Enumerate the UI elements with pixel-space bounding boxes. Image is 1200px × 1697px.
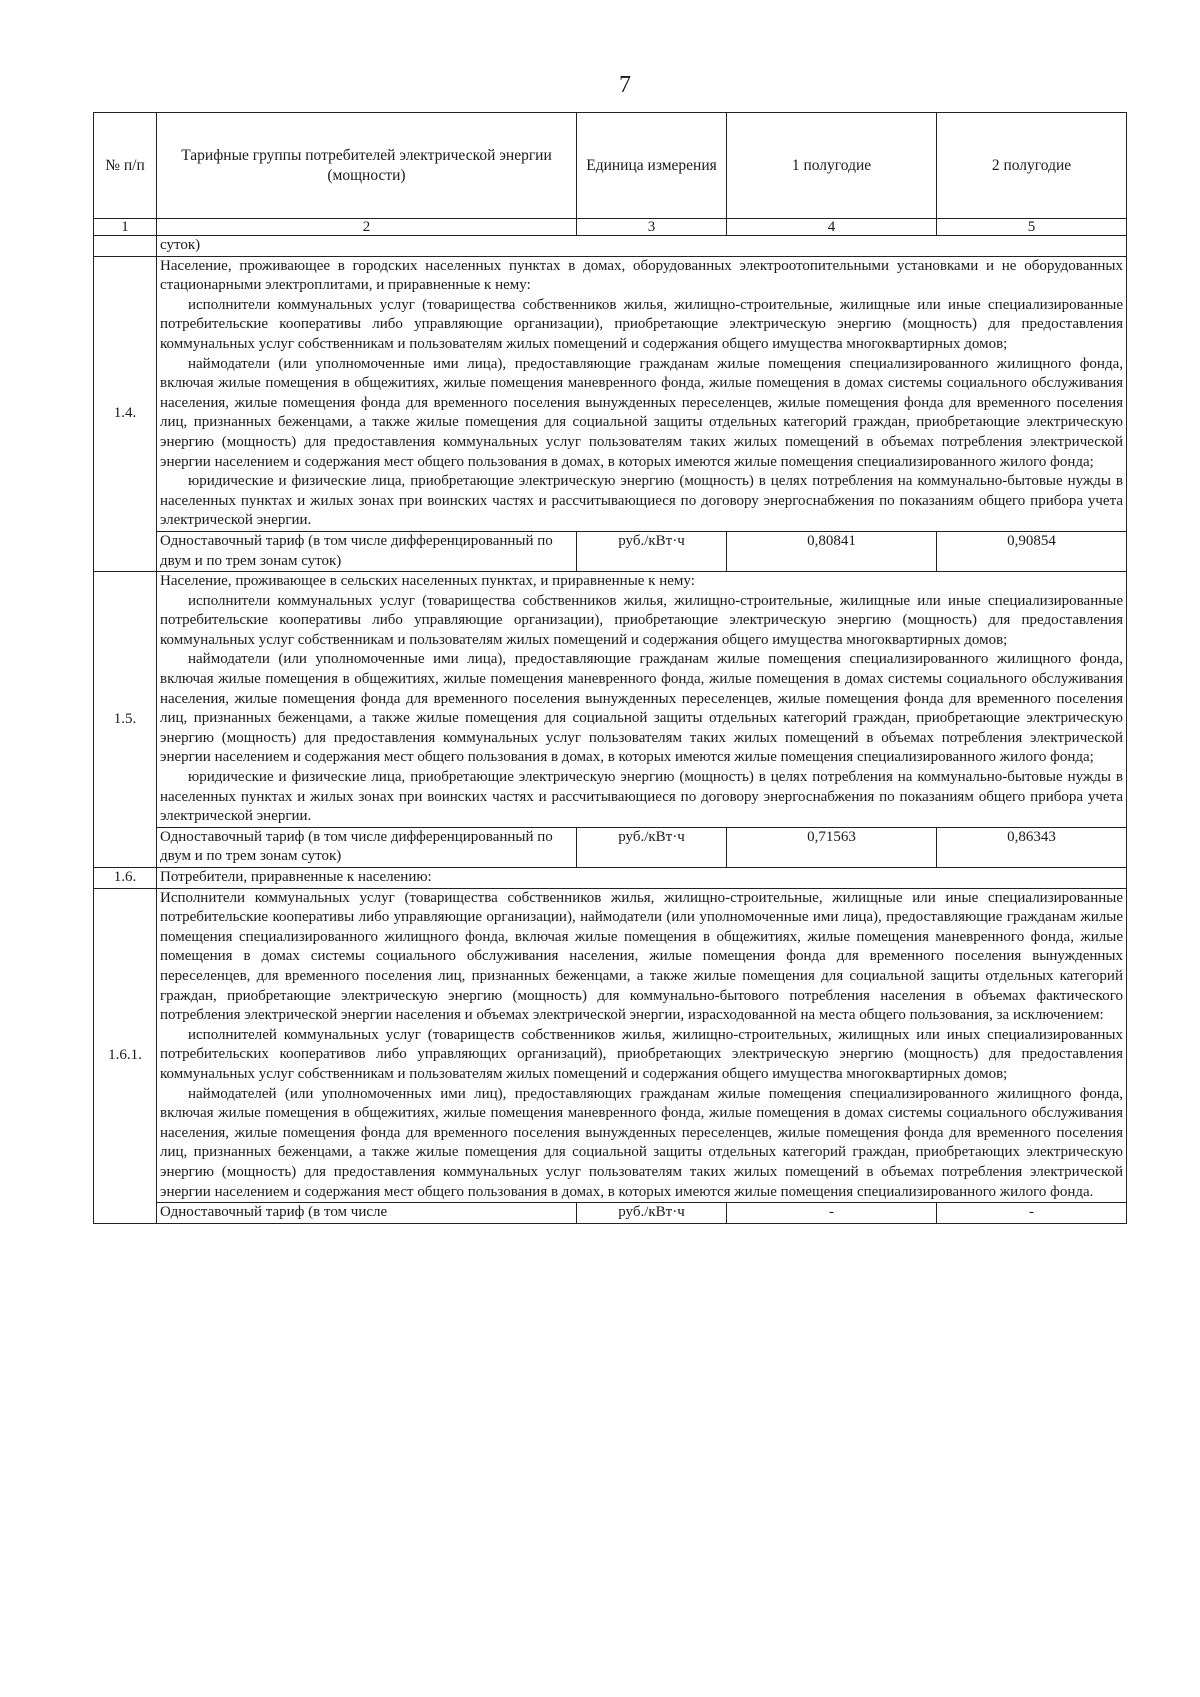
section-description: [157, 888, 1127, 1203]
row-number: 1.6.: [94, 868, 157, 889]
section-paragraph: наймодатели (или уполномоченные ими лица), предоставляющие гражданам жилые помещения специализированного жилищного фонда, включая жилые помещения в общежитиях, жилые помещения маневренного фонда, жилые помещения в домах системы социального обслуживания населения, жилые помещения фонда для временного поселения вынужденных переселенцев, жилые помещения фонда для временного поселения лиц, признанных беженцами, а также жилые помещения для социальной защиты отдельных категорий граждан, приобретающие электрическую энергию (мощность) для предоставления коммунальных услуг пользователям таких жилых помещений в объемах потребления электрической энергии населением и содержания мест общего пользования в домах, в которых имеются жилые помещения специализированного жилого фонда;: [160, 355, 1123, 470]
column-number: 5: [937, 219, 1127, 236]
header-unit: Единица измерения: [577, 113, 727, 219]
section-row-1-6: [94, 868, 1127, 889]
column-number: 2: [157, 219, 577, 236]
row-number: 1.5.: [94, 572, 157, 868]
row-number: 1.6.1.: [94, 888, 157, 1223]
tariff-second-half: 0,90854: [937, 531, 1127, 571]
tariff-second-half: 0,86343: [937, 827, 1127, 867]
section-paragraph: юридические и физические лица, приобретающие электрическую энергию (мощность) в целях потребления на коммунально-бытовые нужды в населенных пунктах и жилых зонах при воинских частях и рассчитывающиеся по договору энергоснабжения по показаниям общего прибора учета электрической энергии.: [160, 769, 1123, 825]
column-number: 1: [94, 219, 157, 236]
section-paragraph: наймодатели (или уполномоченные ими лица), предоставляющие гражданам жилые помещения специализированного жилищного фонда, включая жилые помещения в общежитиях, жилые помещения маневренного фонда, жилые помещения в домах системы социального обслуживания населения, жилые помещения фонда для временного поселения вынужденных переселенцев, жилые помещения фонда для временного поселения лиц, признанных беженцами, а также жилые помещения для социальной защиты отдельных категорий граждан, приобретающие электрическую энергию (мощность) для предоставления коммунальных услуг пользователям таких жилых помещений в объемах потребления электрической энергии населением и содержания мест общего пользования в домах, в которых имеются жилые помещения специализированного жилого фонда;: [160, 651, 1123, 766]
section-description: [157, 256, 1127, 531]
section-paragraph: исполнители коммунальных услуг (товарищества собственников жилья, жилищно-строительные, жилищные или иные специализированные потребительские кооперативы либо управляющие организации), приобретающие электрическую энергию (мощность) для предоставления коммунальных услуг собственникам и пользователям жилых помещений и содержания общего имущества многоквартирных домов;: [160, 592, 1123, 648]
section-paragraph: наймодателей (или уполномоченных ими лиц), предоставляющих гражданам жилые помещения специализированного жилищного фонда, включая жилые помещения в общежитиях, жилые помещения маневренного фонда, жилые помещения в домах системы социального обслуживания населения, жилые помещения фонда для временного поселения вынужденных переселенцев, жилые помещения фонда для временного поселения лиц, признанных беженцами, а также жилые помещения для социальной защиты отдельных категорий граждан, приобретающих электрическую энергию (мощность) для предоставления коммунальных услуг пользователям таких жилых помещений в объемах потребления электрической энергии населением и содержания мест общего пользования в домах, в которых имеются жилые помещения специализированного жилого фонда.: [160, 1085, 1123, 1200]
tariff-row-1-4: [94, 531, 1127, 571]
page-number: 7: [619, 72, 631, 98]
header-second-half: 2 полугодие: [937, 113, 1127, 219]
tariff-second-half: -: [937, 1203, 1127, 1224]
section-description: [157, 572, 1127, 828]
section-intro: Исполнители коммунальных услуг (товарищества собственников жилья, жилищно-строительные, жилищные или иные специализированные потребительские кооперативы либо управляющие организации), наймодатели (или уполномоченные ими лица), предоставляющие гражданам жилые помещения специализированного жилищного фонда, включая жилые помещения в общежитиях, жилые помещения маневренного фонда, жилые помещения в домах системы социального обслуживания населения, жилые помещения фонда для временного поселения вынужденных переселенцев, для временного поселения лиц, признанных беженцами, а также жилые помещения для социальной защиты отдельных категорий граждан, приобретающие электрическую энергию (мощность) для коммунально-бытового потребления населения в объемах фактического потребления электрической энергии населения и объемах электрической энергии, израсходованной на места общего пользования, за исключением:: [160, 889, 1123, 1024]
tariff-unit: руб./кВт·ч: [577, 1203, 727, 1224]
tariff-label: Одноставочный тариф (в том числе: [157, 1203, 577, 1224]
section-row-1-5: [94, 572, 1127, 828]
tariff-label: Одноставочный тариф (в том числе дифференцированный по двум и по трем зонам суток): [157, 531, 577, 571]
tariff-unit: руб./кВт·ч: [577, 531, 727, 571]
section-paragraph: исполнители коммунальных услуг (товарищества собственников жилья, жилищно-строительные, жилищные или иные специализированные потребительские кооперативы либо управляющие организации), приобретающие электрическую энергию (мощность) для предоставления коммунальных услуг собственникам и пользователям жилых помещений и содержания общего имущества многоквартирных домов;: [160, 296, 1123, 352]
tariff-unit: руб./кВт·ч: [577, 827, 727, 867]
tariff-label: Одноставочный тариф (в том числе дифференцированный по двум и по трем зонам суток): [157, 827, 577, 867]
section-title: Потребители, приравненные к населению:: [157, 868, 1127, 889]
section-row-1-6-1: [94, 888, 1127, 1203]
column-number-row: [94, 219, 1127, 236]
row-number: 1.4.: [94, 256, 157, 572]
tariff-first-half: -: [727, 1203, 937, 1224]
header-first-half: 1 полугодие: [727, 113, 937, 219]
tariff-table: [93, 112, 1127, 1224]
section-intro: Население, проживающее в сельских населенных пунктах, и приравненные к нему:: [160, 573, 695, 590]
row-number: [94, 236, 157, 257]
continuation-text: суток): [157, 236, 1127, 257]
tariff-row-1-6-1: [94, 1203, 1127, 1224]
tariff-first-half: 0,80841: [727, 531, 937, 571]
section-row-1-4: [94, 256, 1127, 531]
section-intro: Население, проживающее в городских населенных пунктах в домах, оборудованных электроотопительными установками и не оборудованных стационарными электроплитами, и приравненные к нему:: [160, 257, 1123, 294]
tariff-first-half: 0,71563: [727, 827, 937, 867]
continuation-row: [94, 236, 1127, 257]
column-number: 4: [727, 219, 937, 236]
section-paragraph: юридические и физические лица, приобретающие электрическую энергию (мощность) в целях потребления на коммунально-бытовые нужды в населенных пунктах и жилых зонах при воинских частях и рассчитывающиеся по договору энергоснабжения по показаниям общего прибора учета электрической энергии.: [160, 473, 1123, 529]
tariff-row-1-5: [94, 827, 1127, 867]
table-header-row: [94, 113, 1127, 219]
section-paragraph: исполнителей коммунальных услуг (товариществ собственников жилья, жилищно-строительных, жилищных или иных специализированных потребительских кооперативов либо управляющих организаций), приобретающих электрическую энергию (мощность) для предоставления коммунальных услуг собственникам и пользователям жилых помещений и содержания общего имущества многоквартирных домов;: [160, 1026, 1123, 1082]
column-number: 3: [577, 219, 727, 236]
header-tariff-group: Тарифные группы потребителей электрической энергии (мощности): [157, 113, 577, 219]
header-number: № п/п: [94, 113, 157, 219]
